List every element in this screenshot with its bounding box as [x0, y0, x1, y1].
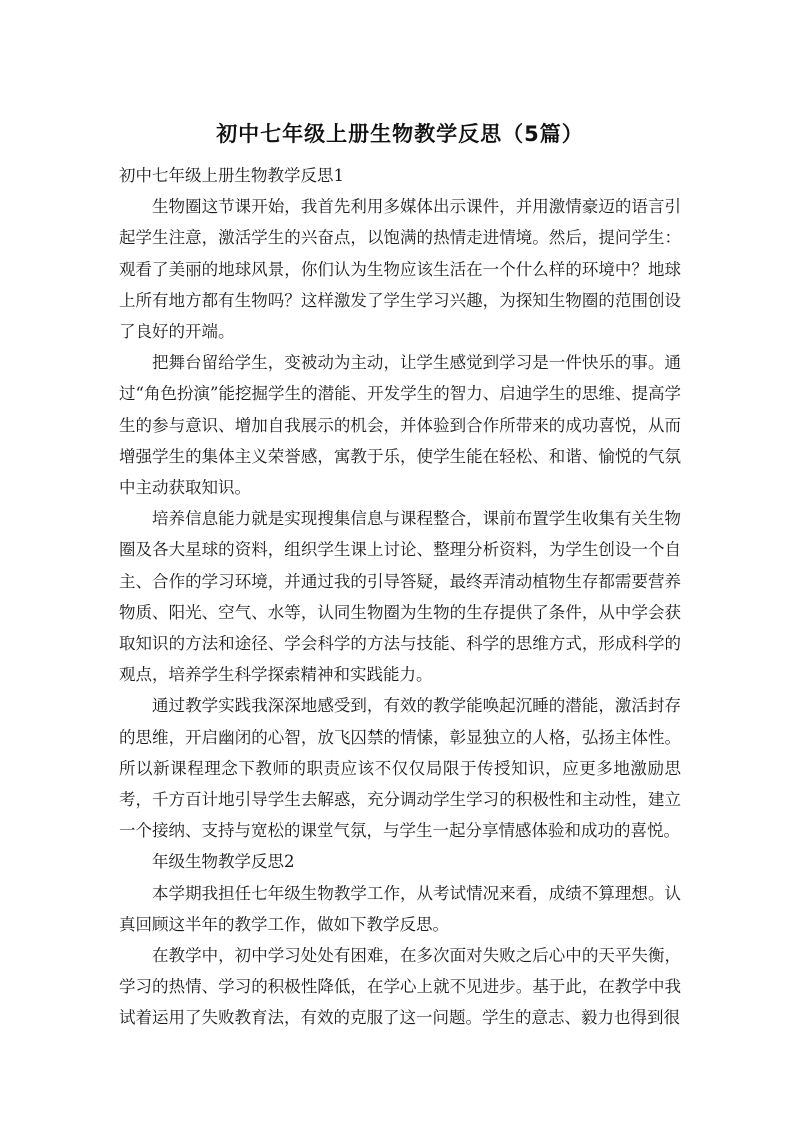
paragraph: 把舞台留给学生，变被动为主动，让学生感觉到学习是一件快乐的事。通过“角色扮演”能挖掘学生的潜能、开发学生的智力、启迪学生的思维、提高学生的参与意识、增加自我展示的机会，并体验到合作所带来的成功喜悦，从而增强学生的集体主义荣誉感，寓教于乐，使学生能在轻松、和谐、愉悦的气氛中主动获取知识。: [119, 353, 681, 498]
document-title: 初中七年级上册生物教学反思（5篇）: [216, 122, 584, 146]
paragraph: 生物圈这节课开始，我首先利用多媒体出示课件，并用激情豪迈的语言引起学生注意，激活学生的兴奋点，以饱满的热情走进情境。然后，提问学生：观看了美丽的地球风景，你们认为生物应该生活在一个什么样的环境中？地球上所有地方都有生物吗？这样激发了学生学习兴趣，为探知生物圈的范围创设了良好的开端。: [119, 197, 681, 342]
paragraph: 通过教学实践我深深地感受到，有效的教学能唤起沉睡的潜能，激活封存的思维，开启幽闭的心智，放飞囚禁的情愫，彰显独立的人格，弘扬主体性。所以新课程理念下教师的职责应该不仅仅局限于传授知识，应更多地激励思考，千方百计地引导学生去解惑，充分调动学生学习的积极性和主动性，建立一个接纳、支持与宽松的课堂气氛，与学生一起分享情感体验和成功的喜悦。: [119, 696, 681, 841]
paragraph: 本学期我担任七年级生物教学工作，从考试情况来看，成绩不算理想。认真回顾这半年的教学工作，做如下教学反思。: [119, 883, 681, 934]
section-heading-2: 年级生物教学反思2: [152, 852, 295, 872]
paragraph: 培养信息能力就是实现搜集信息与课程整合，课前布置学生收集有关生物圈及各大星球的资料，组织学生课上讨论、整理分析资料，为学生创设一个自主、合作的学习环境，并通过我的引导答疑，最终弄清动植物生存都需要营养物质、阳光、空气、水等，认同生物圈为生物的生存提供了条件，从中学会获取知识的方法和途径、学会科学的方法与技能、科学的思维方式，形成科学的观点，培养学生科学探索精神和实践能力。: [119, 509, 681, 685]
paragraph: 在教学中，初中学习处处有困难，在多次面对失败之后心中的天平失衡，学习的热情、学习的积极性降低，在学心上就不见进步。基于此，在教学中我试着运用了失败教育法，有效的克服了这一问题。学生的意志、毅力也得到很: [119, 946, 681, 1028]
section-heading-1: 初中七年级上册生物教学反思1: [119, 166, 344, 185]
document-body: [119, 160, 681, 1034]
